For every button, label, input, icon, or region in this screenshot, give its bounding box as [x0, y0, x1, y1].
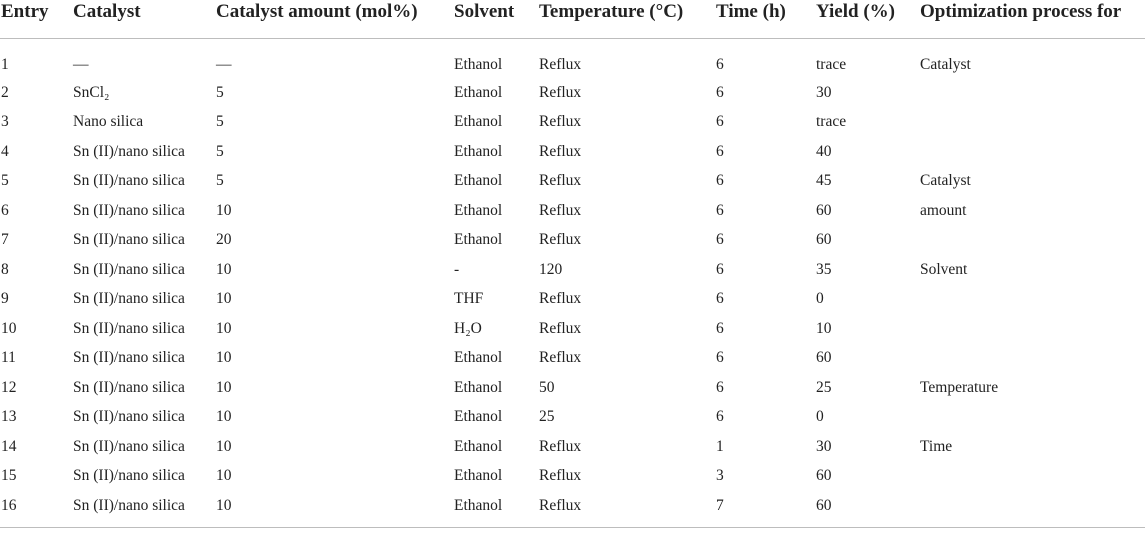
table-row [0, 403, 1145, 433]
cell-catalyst-amount: 10 [216, 437, 232, 455]
cell-yield: trace [816, 55, 847, 73]
cell-entry: 8 [1, 260, 9, 278]
table-row [0, 226, 1145, 256]
table-row [0, 39, 1145, 79]
cell-yield: 40 [816, 142, 832, 160]
cell-solvent: Ethanol [454, 231, 503, 249]
cell-catalyst-amount: 5 [216, 83, 224, 101]
cell-catalyst-amount: 5 [216, 142, 224, 160]
cell-catalyst-amount: 10 [216, 408, 232, 426]
cell-temperature: Reflux [539, 467, 582, 485]
cell-yield: 25 [816, 378, 832, 396]
table-row [0, 491, 1145, 527]
cell-temperature: Reflux [539, 290, 582, 308]
cell-catalyst-amount: 5 [216, 172, 224, 190]
column-header-yield: Yield (%) [816, 0, 920, 39]
cell-optimization-process [920, 78, 1145, 108]
cell-catalyst-amount: 10 [216, 467, 232, 485]
cell-catalyst-amount: 10 [216, 201, 232, 219]
cell-solvent: - [454, 260, 460, 278]
cell-optimization-process [920, 491, 1145, 527]
cell-catalyst: Nano silica [73, 113, 144, 131]
cell-entry: 15 [1, 467, 17, 485]
cell-optimization-process: amount [920, 201, 967, 219]
cell-temperature: Reflux [539, 201, 582, 219]
table-row [0, 285, 1145, 315]
cell-time: 6 [716, 172, 724, 190]
cell-catalyst: Sn (II)/nano silica [73, 201, 185, 219]
cell-time: 6 [716, 55, 724, 73]
cell-optimization-process: Time [920, 437, 953, 455]
cell-catalyst-amount: 10 [216, 378, 232, 396]
table-row [0, 255, 1145, 285]
cell-yield: trace [816, 113, 847, 131]
cell-entry: 16 [0, 491, 73, 527]
cell-catalyst: SnCl₂ [73, 83, 110, 101]
column-header-time: Time (h) [716, 0, 816, 39]
cell-temperature: Reflux [539, 349, 582, 367]
cell-catalyst: Sn (II)/nano silica [73, 378, 185, 396]
cell-entry: 3 [1, 113, 9, 131]
cell-optimization-process: Solvent [920, 260, 968, 278]
cell-catalyst-amount: 10 [216, 491, 454, 527]
cell-temperature: Reflux [539, 491, 716, 527]
cell-optimization-process [920, 137, 1145, 167]
cell-entry: 10 [1, 319, 17, 337]
cell-entry: 11 [1, 349, 16, 367]
table-body [0, 39, 1145, 528]
cell-optimization-process [920, 462, 1145, 492]
cell-yield: 35 [816, 260, 832, 278]
cell-temperature: Reflux [539, 113, 582, 131]
cell-yield: 60 [816, 231, 832, 249]
cell-yield: 0 [816, 408, 824, 426]
cell-temperature: Reflux [539, 172, 582, 190]
cell-optimization-process [920, 108, 1145, 138]
cell-solvent: Ethanol [454, 408, 503, 426]
column-header-entry: Entry [0, 0, 73, 39]
cell-catalyst: Sn (II)/nano silica [73, 260, 185, 278]
cell-optimization-process [920, 344, 1145, 374]
cell-solvent: Ethanol [454, 437, 503, 455]
cell-time: 6 [716, 378, 724, 396]
column-header-catalyst: Catalyst [73, 0, 216, 39]
cell-temperature: 50 [539, 378, 555, 396]
cell-catalyst: Sn (II)/nano silica [73, 142, 185, 160]
cell-time: 6 [716, 83, 724, 101]
cell-solvent: Ethanol [454, 55, 503, 73]
cell-time: 3 [716, 467, 724, 485]
table-row [0, 137, 1145, 167]
table-row [0, 108, 1145, 138]
cell-entry: 9 [1, 290, 9, 308]
cell-catalyst-amount: 10 [216, 260, 232, 278]
cell-time: 6 [716, 201, 724, 219]
cell-yield: 60 [816, 201, 832, 219]
cell-yield: 60 [816, 491, 920, 527]
cell-entry: 5 [1, 172, 9, 190]
cell-solvent: Ethanol [454, 142, 503, 160]
table-header [0, 0, 1145, 39]
cell-time: 6 [716, 290, 724, 308]
cell-optimization-process: Catalyst [920, 55, 971, 73]
cell-yield: 0 [816, 290, 824, 308]
cell-catalyst-amount: 20 [216, 231, 232, 249]
cell-solvent: Ethanol [454, 349, 503, 367]
column-header-temperature: Temperature (°C) [539, 0, 716, 39]
cell-solvent: Ethanol [454, 467, 503, 485]
cell-entry: 7 [1, 231, 9, 249]
cell-time: 6 [716, 142, 724, 160]
cell-time: 6 [716, 408, 724, 426]
column-header-solvent: Solvent [454, 0, 539, 39]
cell-time: 6 [716, 231, 724, 249]
table-row [0, 196, 1145, 226]
column-header-catalyst-amount: Catalyst amount (mol%) [216, 0, 454, 39]
cell-time: 7 [716, 491, 816, 527]
cell-yield: 10 [816, 319, 832, 337]
cell-time: 6 [716, 349, 724, 367]
cell-temperature: Reflux [539, 437, 582, 455]
table-row [0, 432, 1145, 462]
cell-temperature: Reflux [539, 142, 582, 160]
table-row [0, 167, 1145, 197]
cell-optimization-process: Temperature [920, 378, 999, 396]
cell-solvent: Ethanol [454, 491, 539, 527]
cell-solvent: Ethanol [454, 172, 503, 190]
table-row [0, 373, 1145, 403]
cell-entry: 2 [1, 83, 9, 101]
cell-yield: 45 [816, 172, 832, 190]
cell-temperature: Reflux [539, 55, 582, 73]
table-row [0, 314, 1145, 344]
cell-catalyst: — [73, 55, 89, 73]
cell-entry: 13 [1, 408, 17, 426]
cell-solvent: Ethanol [454, 113, 503, 131]
cell-yield: 30 [816, 83, 832, 101]
cell-catalyst-amount: 5 [216, 113, 224, 131]
cell-catalyst-amount: — [216, 55, 232, 73]
cell-entry: 14 [1, 437, 17, 455]
cell-time: 6 [716, 260, 724, 278]
cell-catalyst: Sn (II)/nano silica [73, 408, 185, 426]
cell-catalyst-amount: 10 [216, 290, 232, 308]
cell-entry: 6 [1, 201, 9, 219]
cell-catalyst-amount: 10 [216, 319, 232, 337]
cell-yield: 60 [816, 467, 832, 485]
cell-optimization-process [920, 403, 1145, 433]
cell-solvent: THF [454, 290, 484, 308]
cell-catalyst: Sn (II)/nano silica [73, 467, 185, 485]
cell-optimization-process: Catalyst [920, 172, 971, 190]
cell-entry: 1 [1, 55, 9, 73]
cell-catalyst: Sn (II)/nano silica [73, 437, 185, 455]
cell-yield: 60 [816, 349, 832, 367]
cell-optimization-process [920, 285, 1145, 315]
cell-time: 6 [716, 113, 724, 131]
cell-solvent: Ethanol [454, 83, 503, 101]
table-row [0, 344, 1145, 374]
cell-catalyst: Sn (II)/nano silica [73, 231, 185, 249]
cell-temperature: 120 [539, 260, 563, 278]
cell-catalyst: Sn (II)/nano silica [73, 349, 185, 367]
cell-catalyst-amount: 10 [216, 349, 232, 367]
cell-entry: 4 [1, 142, 9, 160]
cell-entry: 12 [1, 378, 17, 396]
cell-yield: 30 [816, 437, 832, 455]
cell-time: 1 [716, 437, 724, 455]
cell-time: 6 [716, 319, 724, 337]
cell-catalyst: Sn (II)/nano silica [73, 319, 185, 337]
cell-optimization-process [920, 226, 1145, 256]
cell-catalyst: Sn (II)/nano silica [73, 172, 185, 190]
cell-temperature: 25 [539, 408, 555, 426]
cell-optimization-process [920, 314, 1145, 344]
cell-temperature: Reflux [539, 231, 582, 249]
table-row [0, 78, 1145, 108]
cell-temperature: Reflux [539, 319, 582, 337]
cell-catalyst: Sn (II)/nano silica [73, 290, 185, 308]
cell-temperature: Reflux [539, 83, 582, 101]
column-header-optimization-process: Optimization process for [920, 0, 1145, 39]
header-row [0, 0, 1145, 39]
cell-solvent: Ethanol [454, 378, 503, 396]
table-row [0, 462, 1145, 492]
cell-solvent: Ethanol [454, 201, 503, 219]
cell-solvent: H₂O [454, 319, 482, 337]
cell-catalyst: Sn (II)/nano silica [73, 491, 216, 527]
